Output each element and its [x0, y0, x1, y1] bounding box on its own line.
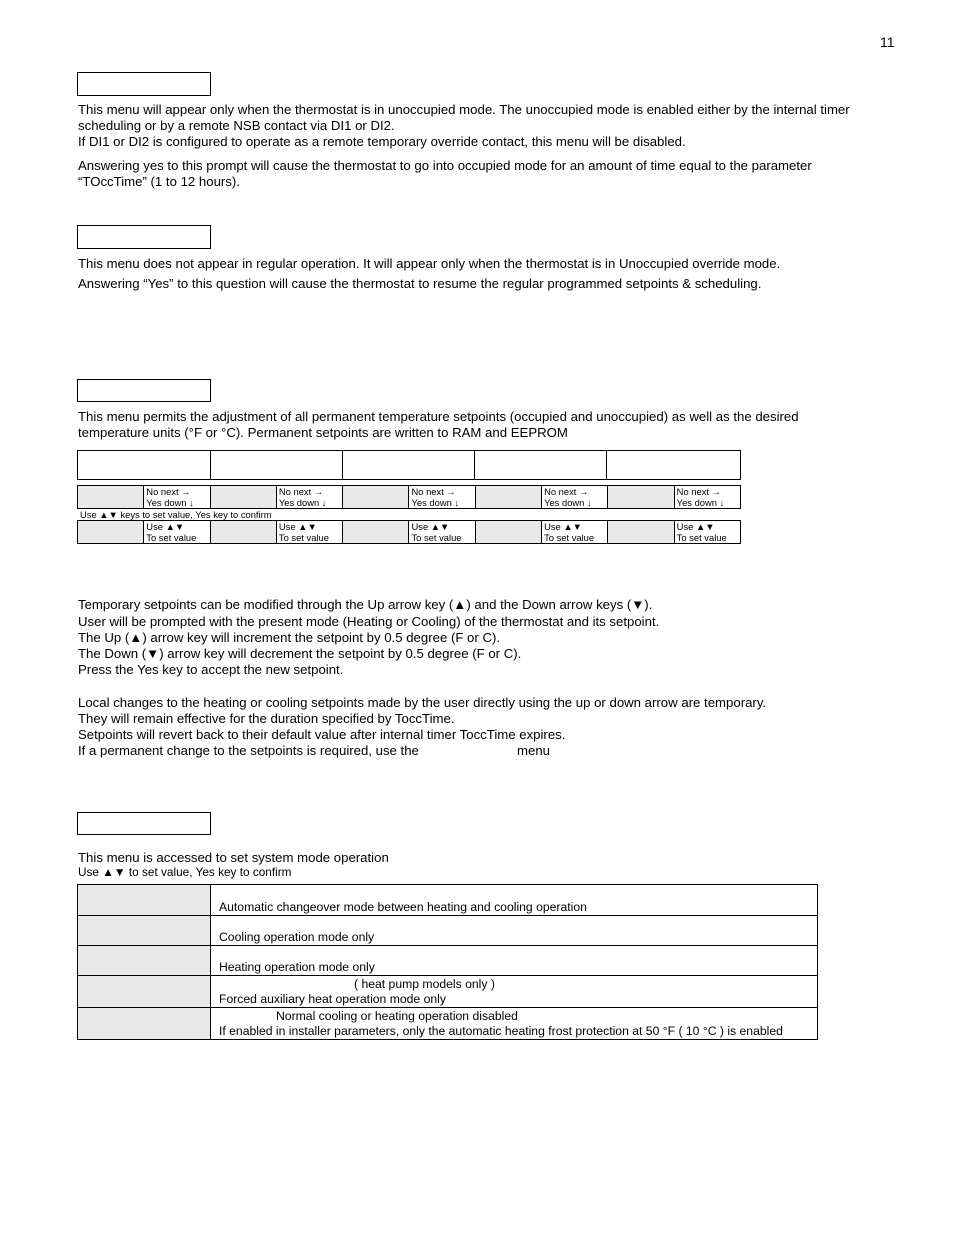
- setpoint-value-cell: Use ▲▼ To set value: [276, 521, 342, 544]
- system-mode-label-cell: [78, 976, 211, 1008]
- setpoint-label-cell: [608, 521, 674, 544]
- setpoints-navigation-row: [77, 485, 741, 509]
- system-mode-row: [78, 946, 818, 976]
- menu-heading-box-system-mode: [77, 812, 211, 835]
- system-mode-desc-cell: Automatic changeover mode between heating and cooling operation: [211, 885, 818, 916]
- override-paragraph-2: scheduling or by a remote NSB contact via DI1 or DI2.: [78, 118, 395, 133]
- setpoint-nav-cell: No next → Yes down ↓: [542, 486, 608, 509]
- system-mode-row: [78, 976, 818, 1008]
- setpoint-label-cell: [78, 486, 144, 509]
- menu-heading-box-resume: [77, 225, 211, 249]
- temporary-line-4: The Down (▼) arrow key will decrement the setpoint by 0.5 degree (F or C).: [78, 646, 522, 661]
- system-mode-label-cell: [78, 1008, 211, 1040]
- system-mode-label-cell: [78, 885, 211, 916]
- setpoints-paragraph-2: temperature units (°F or °C). Permanent setpoints are written to RAM and EEPROM: [78, 425, 568, 440]
- system-mode-intro: This menu is accessed to set system mode operation: [78, 850, 389, 865]
- system-mode-row: [78, 916, 818, 946]
- setpoint-label-cell: [343, 521, 409, 544]
- setpoint-nav-cell: No next → Yes down ↓: [276, 486, 342, 509]
- temporary-line-7: They will remain effective for the duration specified by ToccTime.: [78, 711, 455, 726]
- setpoint-nav-cell: No next → Yes down ↓: [144, 486, 210, 509]
- system-mode-desc-cell: Normal cooling or heating operation disabled If enabled in installer parameters, only the automatic heating frost protection at 50 °F ( 10 °C ) is enabled: [211, 1008, 818, 1040]
- resume-paragraph-1: This menu does not appear in regular operation. It will appear only when the thermostat is in Unoccupied override mode.: [78, 256, 781, 271]
- setpoints-header-row: [77, 450, 741, 480]
- temporary-line-9b: menu: [517, 743, 550, 758]
- setpoint-header-cell: [607, 451, 741, 480]
- setpoints-value-row: [77, 520, 741, 544]
- temporary-line-6: Local changes to the heating or cooling setpoints made by the user directly using the up or down arrow are temporary.: [78, 695, 767, 710]
- system-mode-label-cell: [78, 916, 211, 946]
- system-mode-row: [78, 885, 818, 916]
- setpoint-value-cell: Use ▲▼ To set value: [409, 521, 475, 544]
- override-paragraph-1: This menu will appear only when the thermostat is in unoccupied mode. The unoccupied mode is enabled either by the internal timer: [78, 102, 850, 117]
- setpoints-paragraph-1: This menu permits the adjustment of all permanent temperature setpoints (occupied and unoccupied) as well as the desired: [78, 409, 799, 424]
- system-mode-desc-cell: ( heat pump models only ) Forced auxiliary heat operation mode only: [211, 976, 818, 1008]
- temporary-line-8: Setpoints will revert back to their default value after internal timer ToccTime expires.: [78, 727, 566, 742]
- override-paragraph-4: Answering yes to this prompt will cause the thermostat to go into occupied mode for an amount of time equal to the parameter: [78, 158, 812, 173]
- setpoint-value-cell: Use ▲▼ To set value: [144, 521, 210, 544]
- setpoint-header-cell: [78, 451, 211, 480]
- setpoint-label-cell: [210, 486, 276, 509]
- system-mode-table: [77, 884, 818, 1040]
- temporary-line-9a: If a permanent change to the setpoints is required, use the: [78, 743, 419, 758]
- setpoint-label-cell: [343, 486, 409, 509]
- setpoint-label-cell: [475, 486, 541, 509]
- menu-heading-box-override: [77, 72, 211, 96]
- system-mode-row: [78, 1008, 818, 1040]
- override-paragraph-5: “TOccTime” (1 to 12 hours).: [78, 174, 240, 189]
- override-paragraph-3: If DI1 or DI2 is configured to operate as a remote temporary override contact, this menu will be disabled.: [78, 134, 686, 149]
- menu-heading-box-setpoints: [77, 379, 211, 402]
- setpoint-label-cell: [608, 486, 674, 509]
- setpoint-header-cell: [342, 451, 475, 480]
- page-number: 11: [880, 34, 895, 50]
- setpoint-nav-cell: No next → Yes down ↓: [409, 486, 475, 509]
- setpoint-nav-cell: No next → Yes down ↓: [674, 486, 740, 509]
- temporary-line-5: Press the Yes key to accept the new setpoint.: [78, 662, 344, 677]
- setpoint-value-cell: Use ▲▼ To set value: [542, 521, 608, 544]
- system-mode-label-cell: [78, 946, 211, 976]
- setpoint-label-cell: [210, 521, 276, 544]
- temporary-line-3: The Up (▲) arrow key will increment the setpoint by 0.5 degree (F or C).: [78, 630, 501, 645]
- temporary-line-1: Temporary setpoints can be modified through the Up arrow key (▲) and the Down arrow keys (▼).: [78, 597, 653, 612]
- system-mode-desc-cell: Cooling operation mode only: [211, 916, 818, 946]
- resume-paragraph-2: Answering “Yes” to this question will cause the thermostat to resume the regular programmed setpoints & scheduling.: [78, 276, 762, 291]
- temporary-line-2: User will be prompted with the present mode (Heating or Cooling) of the thermostat and its setpoint.: [78, 614, 660, 629]
- setpoints-keys-note: Use ▲▼ keys to set value, Yes key to confirm: [80, 509, 272, 520]
- setpoint-header-cell: [210, 451, 342, 480]
- setpoint-label-cell: [475, 521, 541, 544]
- system-mode-keys-note: Use ▲▼ to set value, Yes key to confirm: [78, 865, 292, 879]
- system-mode-desc-cell: Heating operation mode only: [211, 946, 818, 976]
- setpoint-label-cell: [78, 521, 144, 544]
- setpoint-value-cell: Use ▲▼ To set value: [674, 521, 740, 544]
- setpoint-header-cell: [475, 451, 607, 480]
